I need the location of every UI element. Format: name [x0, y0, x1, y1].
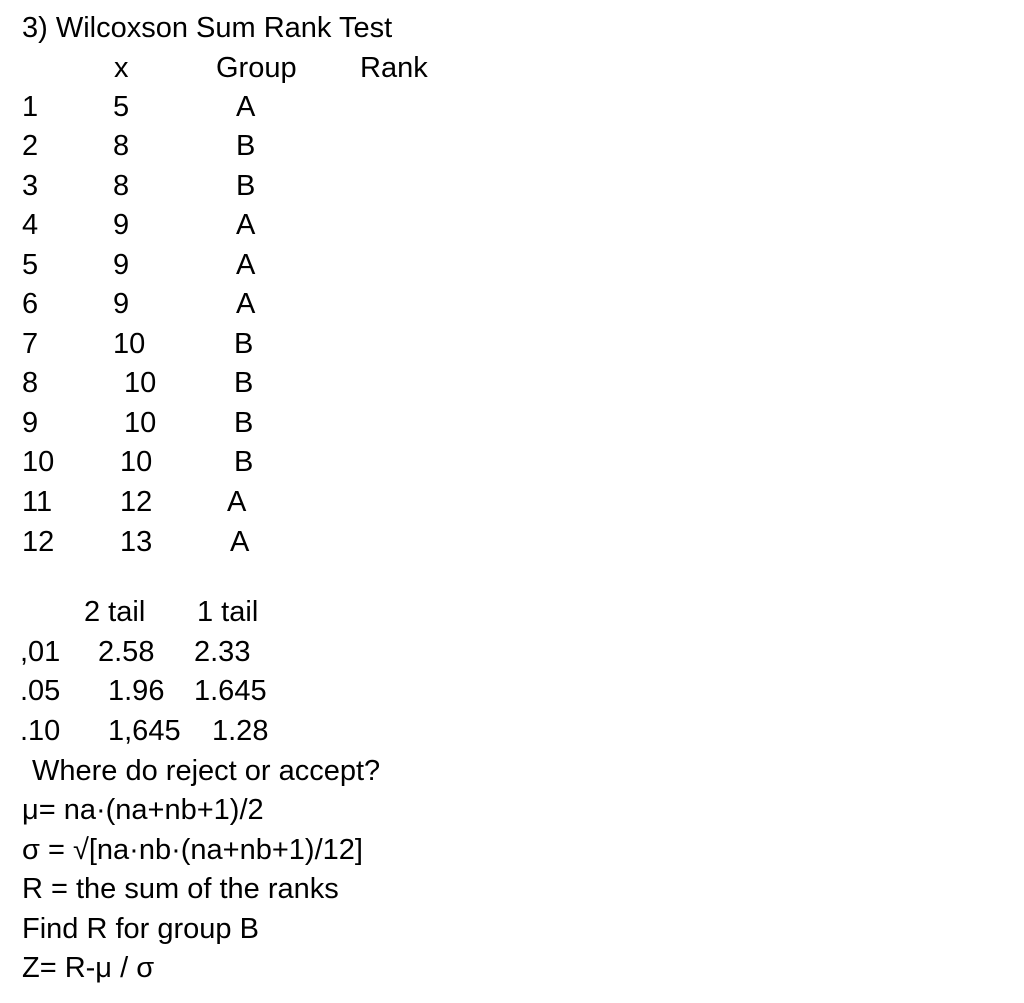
x-value: 10: [124, 367, 157, 399]
row-number: 10: [22, 446, 55, 478]
formula-rank-sum: R = the sum of the ranks: [22, 873, 339, 905]
x-value: 10: [113, 328, 146, 360]
x-value: 5: [113, 91, 130, 123]
one-tail-value: 1.645: [194, 675, 267, 707]
column-header-x: x: [114, 52, 129, 84]
row-number: 12: [22, 526, 55, 558]
formula-sigma: σ = √[na·nb·(na+nb+1)/12]: [22, 834, 363, 866]
x-value: 10: [120, 446, 153, 478]
group-value: A: [236, 209, 256, 241]
two-tail-value: 1.96: [108, 675, 165, 707]
one-tail-value: 2.33: [194, 636, 251, 668]
column-header-group: Group: [216, 52, 297, 84]
row-number: 7: [22, 328, 39, 360]
column-header-one-tail: 1 tail: [197, 596, 259, 628]
group-value: B: [234, 328, 254, 360]
row-number: 4: [22, 209, 39, 241]
question-text: Where do reject or accept?: [32, 755, 381, 787]
x-value: 8: [113, 130, 130, 162]
row-number: 5: [22, 249, 39, 281]
group-value: A: [236, 288, 256, 320]
group-value: B: [234, 367, 254, 399]
x-value: 8: [113, 170, 130, 202]
alpha-value: .10: [20, 715, 61, 747]
formula-mean: μ= na·(na+nb+1)/2: [22, 794, 264, 826]
formula-z: Z= R-μ / σ: [22, 952, 155, 984]
row-number: 8: [22, 367, 39, 399]
group-value: A: [236, 91, 256, 123]
page-title: 3) Wilcoxson Sum Rank Test: [22, 12, 393, 44]
group-value: B: [236, 170, 256, 202]
row-number: 3: [22, 170, 39, 202]
x-value: 9: [113, 288, 130, 320]
one-tail-value: 1.28: [212, 715, 269, 747]
group-value: A: [236, 249, 256, 281]
group-value: B: [236, 130, 256, 162]
two-tail-value: 2.58: [98, 636, 155, 668]
x-value: 13: [120, 526, 153, 558]
x-value: 12: [120, 486, 153, 518]
x-value: 10: [124, 407, 157, 439]
alpha-value: ,01: [20, 636, 61, 668]
row-number: 11: [22, 486, 53, 518]
x-value: 9: [113, 249, 130, 281]
alpha-value: .05: [20, 675, 61, 707]
two-tail-value: 1,645: [108, 715, 181, 747]
x-value: 9: [113, 209, 130, 241]
group-value: B: [234, 407, 254, 439]
row-number: 6: [22, 288, 39, 320]
group-value: A: [230, 526, 250, 558]
row-number: 9: [22, 407, 39, 439]
row-number: 2: [22, 130, 39, 162]
group-value: B: [234, 446, 254, 478]
instruction-find-r: Find R for group B: [22, 913, 259, 945]
group-value: A: [227, 486, 247, 518]
column-header-rank: Rank: [360, 52, 428, 84]
column-header-two-tail: 2 tail: [84, 596, 146, 628]
row-number: 1: [22, 91, 39, 123]
